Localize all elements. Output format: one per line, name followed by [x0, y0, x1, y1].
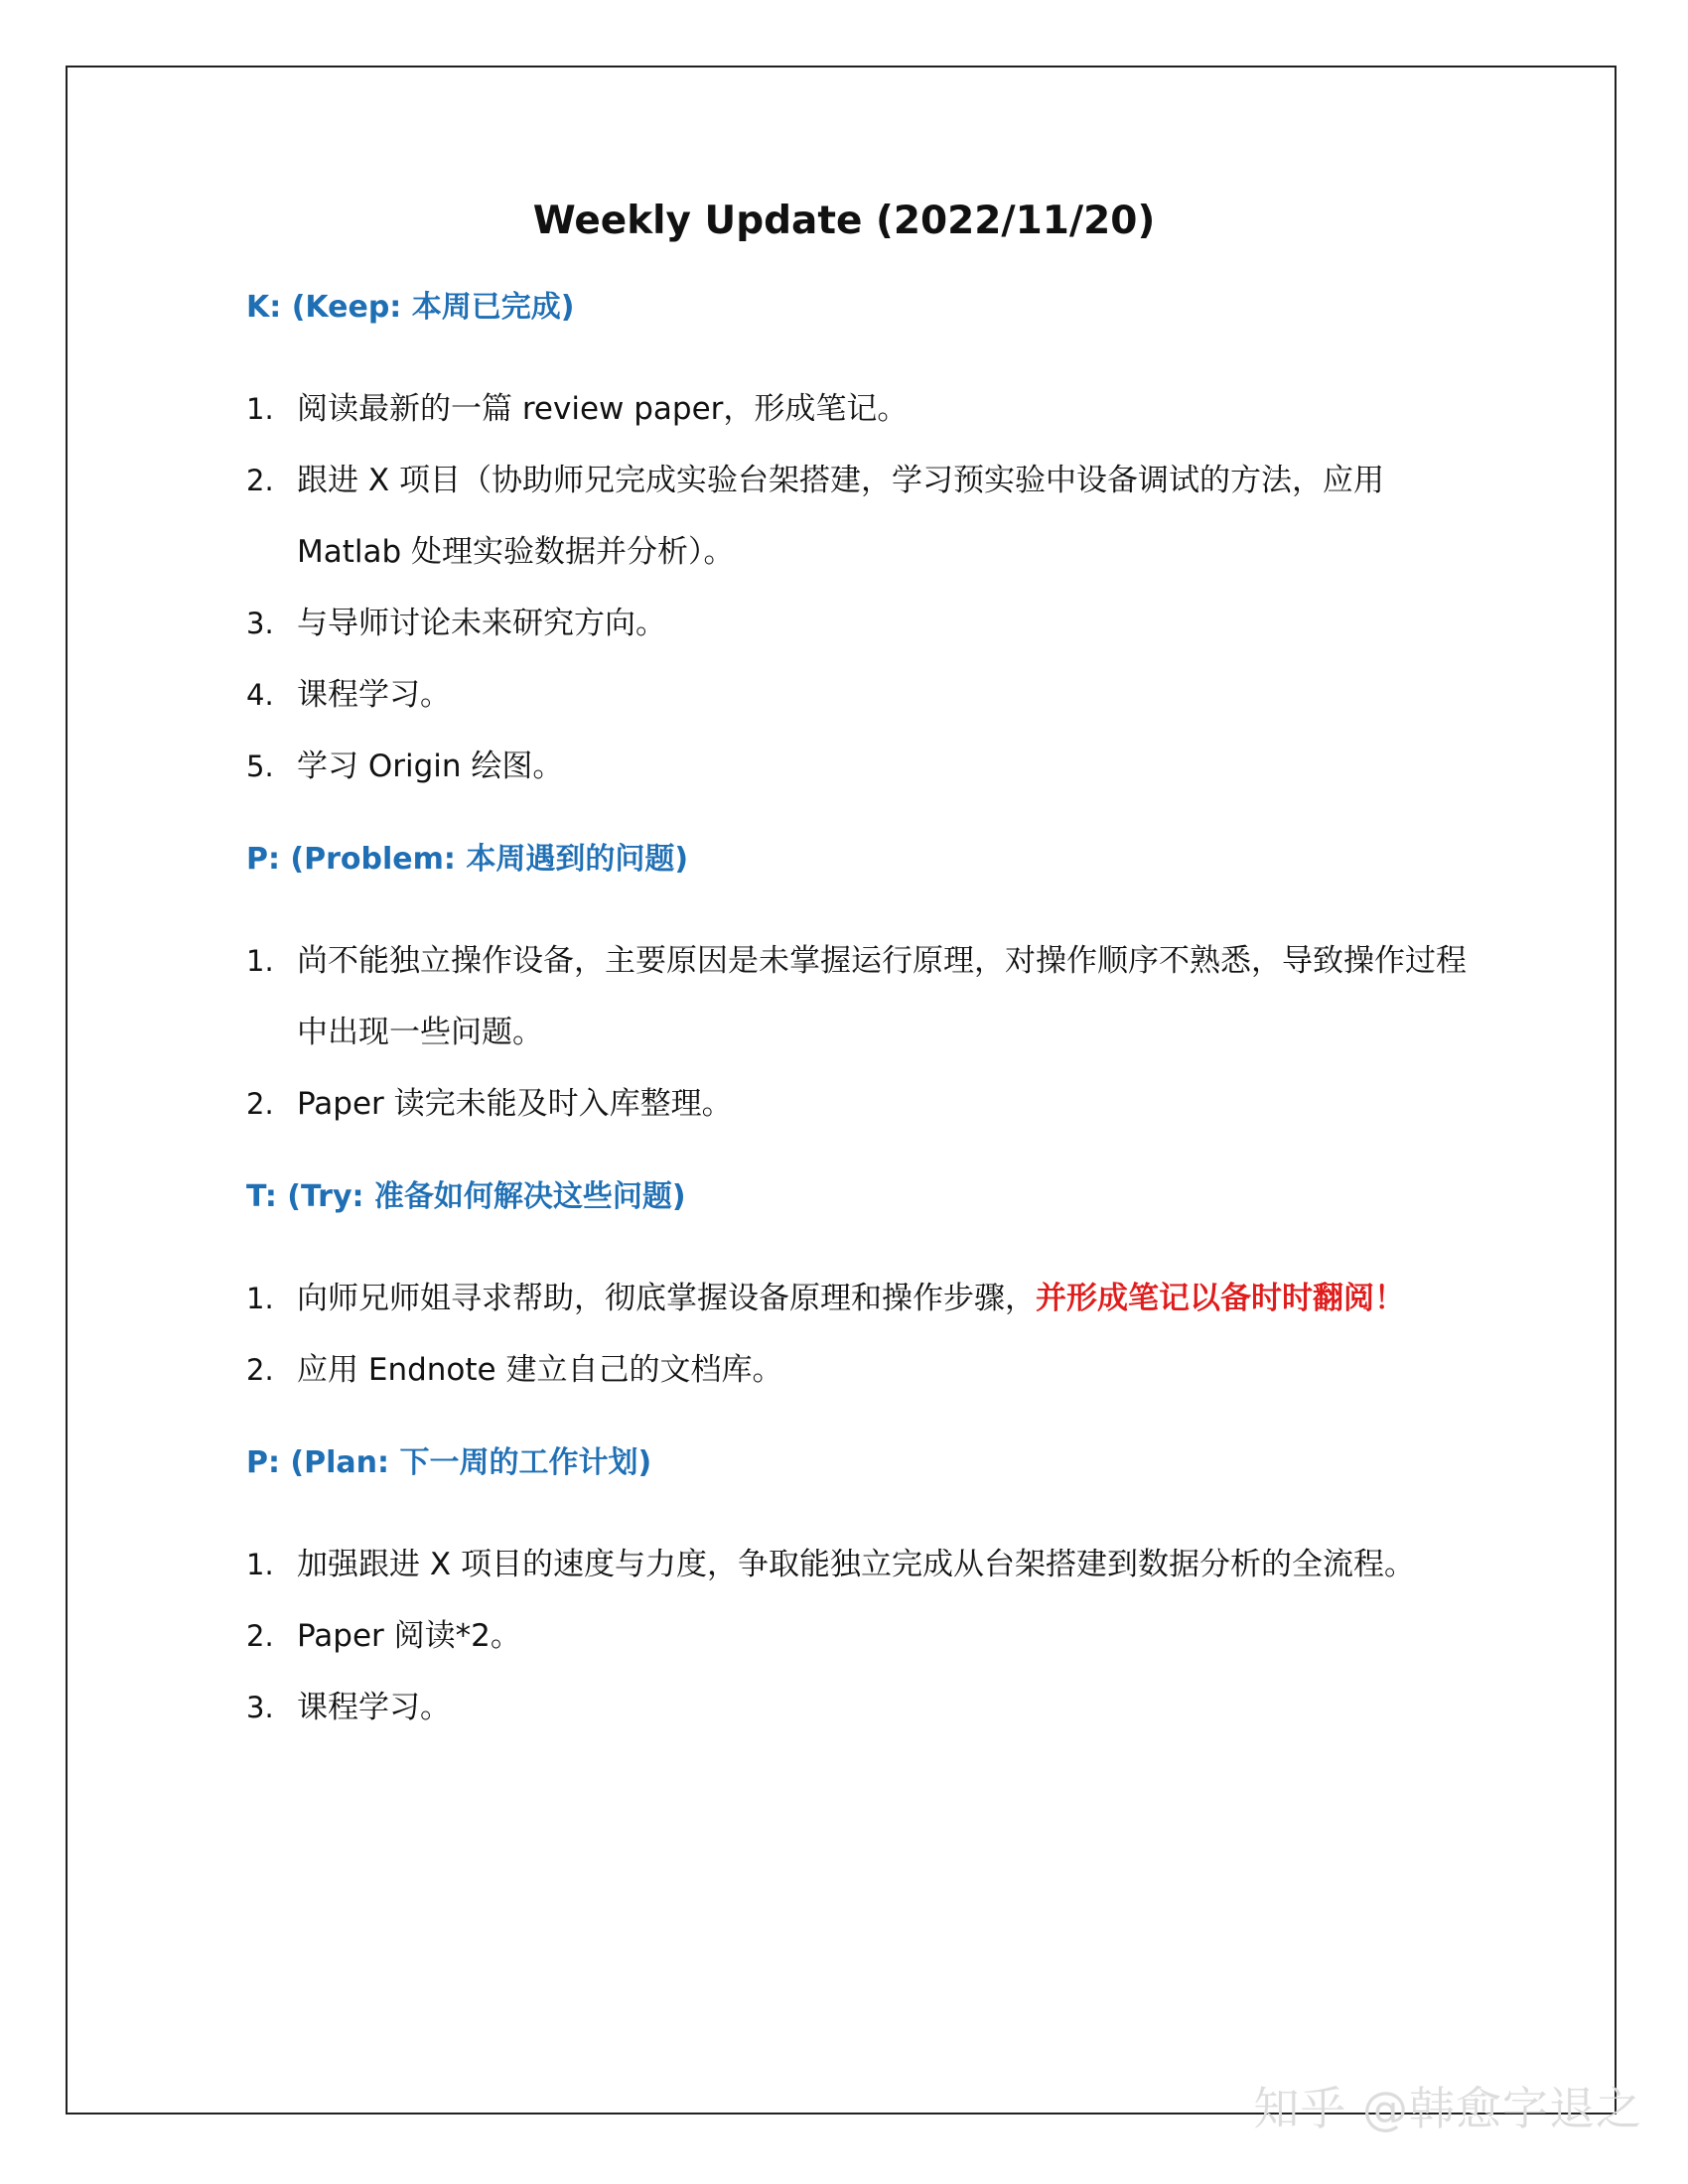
highlighted-text: 并形成笔记以备时时翻阅！ — [1036, 1281, 1405, 1316]
list-item — [246, 925, 1474, 1068]
page-title: Weekly Update (2022/11/20) — [532, 199, 1156, 243]
section-heading-plan: P: (Plan: 下一周的工作计划) — [246, 1445, 652, 1480]
list-item — [246, 1334, 1474, 1406]
list-item-text: 向师兄师姐寻求帮助，彻底掌握设备原理和操作步骤， — [297, 1281, 1036, 1316]
watermark: 知乎 @韩愈字退之 — [1253, 2082, 1642, 2135]
list-item-number: 4. — [246, 678, 274, 712]
list-item-text: 尚不能独立操作设备，主要原因是未掌握运行原理，对操作顺序不熟悉，导致操作过程中出现一些问题。 — [297, 943, 1467, 1050]
list-item-number: 1. — [246, 1282, 274, 1315]
list-item-text: 课程学习。 — [297, 677, 451, 713]
list-item — [246, 588, 1474, 659]
try-list — [246, 1263, 1438, 1406]
list-item-text: 与导师讨论未来研究方向。 — [297, 606, 666, 641]
section-heading-keep: K: (Keep: 本周已完成) — [246, 290, 575, 325]
section-heading-try: T: (Try: 准备如何解决这些问题) — [246, 1179, 686, 1214]
section-heading-problem: P: (Problem: 本周遇到的问题) — [246, 842, 689, 877]
list-item — [246, 731, 1474, 802]
list-item-number: 2. — [246, 1087, 274, 1121]
list-item-text: 跟进 X 项目（协助师兄完成实验台架搭建，学习预实验中设备调试的方法，应用 Matlab 处理实验数据并分析）。 — [297, 463, 1384, 570]
list-item-text: 加强跟进 X 项目的速度与力度，争取能独立完成从台架搭建到数据分析的全流程。 — [297, 1547, 1415, 1582]
list-item — [246, 1263, 1474, 1334]
list-item — [246, 1672, 1474, 1743]
list-item-number: 3. — [246, 607, 274, 640]
list-item-number: 2. — [246, 464, 274, 497]
list-item — [246, 1068, 1474, 1140]
list-item — [246, 659, 1474, 731]
list-item-number: 1. — [246, 1548, 274, 1581]
list-item-number: 1. — [246, 392, 274, 426]
list-item-text: Paper 读完未能及时入库整理。 — [297, 1086, 733, 1122]
list-item-text: Paper 阅读*2。 — [297, 1618, 521, 1654]
list-item-number: 5. — [246, 750, 274, 783]
list-item-text: 课程学习。 — [297, 1690, 451, 1725]
list-item — [246, 1600, 1474, 1672]
document-body — [246, 284, 1467, 1777]
list-item — [246, 445, 1474, 588]
keep-list — [246, 373, 1438, 802]
list-item-number: 3. — [246, 1691, 274, 1724]
list-item — [246, 373, 1474, 445]
list-item-text: 阅读最新的一篇 review paper，形成笔记。 — [297, 391, 909, 427]
list-item-number: 1. — [246, 944, 274, 978]
problem-list — [246, 925, 1467, 1140]
list-item — [246, 1529, 1474, 1600]
list-item-number: 2. — [246, 1353, 274, 1387]
plan-list — [246, 1529, 1438, 1743]
list-item-text: 学习 Origin 绘图。 — [297, 749, 564, 784]
list-item-text: 应用 Endnote 建立自己的文档库。 — [297, 1352, 783, 1388]
list-item-number: 2. — [246, 1619, 274, 1653]
